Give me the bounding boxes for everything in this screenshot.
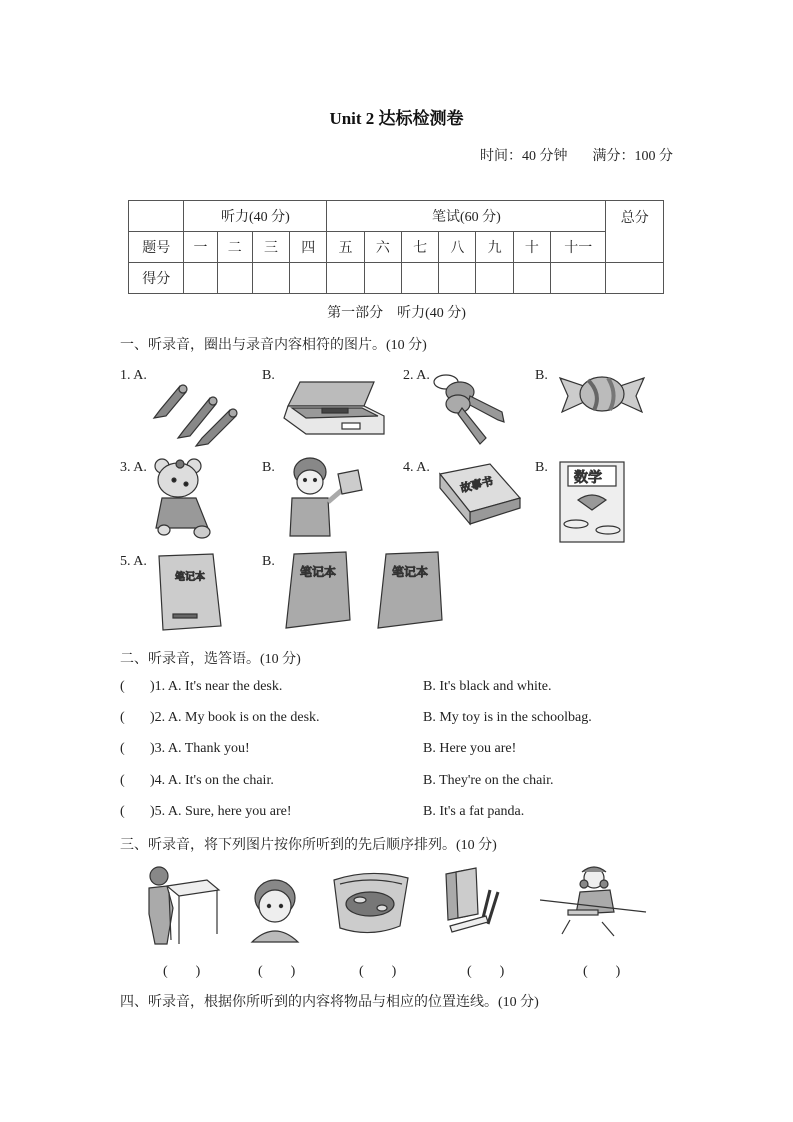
math-book-icon[interactable] — [558, 460, 628, 545]
score-cell[interactable] — [217, 263, 252, 294]
question-number: 一 — [184, 232, 217, 263]
total-score-cell[interactable] — [606, 263, 664, 294]
item-5-label: 5. A. — [120, 554, 147, 569]
boy-face-icon[interactable] — [250, 878, 300, 943]
question-row — [120, 773, 274, 789]
time-limit: 时间：40 分钟 — [480, 149, 568, 164]
notebook-b1-cover-text: 笔记本 — [300, 565, 337, 579]
notebook-b2-cover-text: 笔记本 — [392, 565, 429, 579]
order-blank[interactable]: ( ) — [583, 964, 621, 979]
section4-instruction: 四、听录音，根据你所听到的内容将物品与相应的位置连线。(10 分) — [120, 995, 539, 1010]
listening-group-header: 听力(40 分) — [184, 201, 327, 232]
option-b: B. They're on the chair. — [423, 773, 554, 788]
question-number: 七 — [401, 232, 438, 263]
score-cell[interactable] — [327, 263, 364, 294]
order-blank[interactable]: ( ) — [359, 964, 397, 979]
score-cell[interactable] — [364, 263, 401, 294]
score-cell[interactable] — [513, 263, 550, 294]
question-number: 四 — [290, 232, 327, 263]
notebook-icon[interactable] — [155, 552, 225, 632]
section1-instruction: 一、听录音，圈出与录音内容相符的图片。(10 分) — [120, 338, 427, 353]
question-row — [120, 741, 250, 757]
score-cell[interactable] — [252, 263, 289, 294]
answer-blank[interactable]: ( — [120, 741, 125, 756]
corner-cell — [129, 201, 184, 232]
option-b: B. It's a fat panda. — [423, 804, 525, 819]
answer-blank[interactable]: ( — [120, 710, 125, 725]
question-row — [120, 804, 292, 820]
option-a: )1. A. It's near the desk. — [150, 679, 283, 694]
writing-group-header: 笔试(60 分) — [327, 201, 606, 232]
order-blank[interactable]: ( ) — [467, 964, 505, 979]
score-cell[interactable] — [290, 263, 327, 294]
item-5-b-label: B. — [262, 554, 275, 569]
candy-icon[interactable] — [558, 372, 646, 417]
question-number: 十 — [513, 232, 550, 263]
exam-meta — [480, 145, 673, 165]
item-3-b-label: B. — [262, 460, 275, 475]
option-a: )5. A. Sure, here you are! — [150, 804, 292, 819]
question-row — [120, 679, 282, 695]
storybook-icon[interactable] — [438, 462, 523, 527]
pencils-icon[interactable] — [150, 372, 245, 447]
option-a: )4. A. It's on the chair. — [150, 773, 274, 788]
boy-at-desk-icon[interactable] — [145, 864, 225, 946]
math-book-cover-text: 数学 — [574, 471, 602, 486]
item-1-label: 1. A. — [120, 368, 147, 383]
item-1-b-label: B. — [262, 368, 275, 383]
order-blank[interactable]: ( ) — [258, 964, 296, 979]
question-number: 五 — [327, 232, 364, 263]
option-b: B. It's black and white. — [423, 679, 552, 694]
part1-heading: 第一部分 听力(40 分) — [327, 306, 466, 321]
score-cell[interactable] — [551, 263, 606, 294]
question-number: 六 — [364, 232, 401, 263]
order-blank[interactable]: ( ) — [163, 964, 201, 979]
score-cell[interactable] — [401, 263, 438, 294]
answer-blank[interactable]: ( — [120, 773, 125, 788]
option-b: B. My toy is in the schoolbag. — [423, 710, 592, 725]
schoolbag-icon[interactable] — [330, 866, 412, 938]
answer-blank[interactable]: ( — [120, 679, 125, 694]
row-label-question: 题号 — [129, 232, 184, 263]
option-a: )3. A. Thank you! — [150, 741, 250, 756]
item-3-label: 3. A. — [120, 460, 147, 475]
score-cell[interactable] — [476, 263, 513, 294]
storybook-cover-text: 故事书 — [459, 475, 495, 496]
books-pencils-icon[interactable] — [442, 866, 504, 934]
boy-with-book-icon[interactable] — [284, 456, 364, 541]
pencil-box-icon[interactable] — [282, 378, 387, 438]
question-row — [120, 710, 320, 726]
question-number: 二 — [217, 232, 252, 263]
item-4-label: 4. A. — [403, 460, 430, 475]
full-score: 满分：100 分 — [592, 149, 673, 164]
question-number: 十一 — [551, 232, 606, 263]
total-header: 总分 — [606, 201, 664, 263]
notebook-cover-text: 笔记本 — [175, 572, 205, 583]
exam-title: Unit 2 达标检测卷 — [329, 109, 464, 128]
question-number: 八 — [439, 232, 476, 263]
answer-blank[interactable]: ( — [120, 804, 125, 819]
score-cell[interactable] — [439, 263, 476, 294]
teddy-bear-icon[interactable] — [152, 456, 217, 541]
option-a: )2. A. My book is on the desk. — [150, 710, 320, 725]
section2-instruction: 二、听录音，选答语。(10 分) — [120, 652, 301, 667]
option-b: B. Here you are! — [423, 741, 517, 756]
two-notebooks-icon[interactable] — [282, 550, 452, 632]
item-2-label: 2. A. — [403, 368, 430, 383]
item-4-b-label: B. — [535, 460, 548, 475]
section3-instruction: 三、听录音，将下列图片按你所听到的先后顺序排列。(10 分) — [120, 838, 497, 853]
row-label-score: 得分 — [129, 263, 184, 294]
question-number: 九 — [476, 232, 513, 263]
keys-icon[interactable] — [432, 372, 512, 447]
score-cell[interactable] — [184, 263, 217, 294]
question-number: 三 — [252, 232, 289, 263]
score-table — [128, 200, 664, 294]
girl-at-desk-icon[interactable] — [540, 864, 648, 940]
item-2-b-label: B. — [535, 368, 548, 383]
